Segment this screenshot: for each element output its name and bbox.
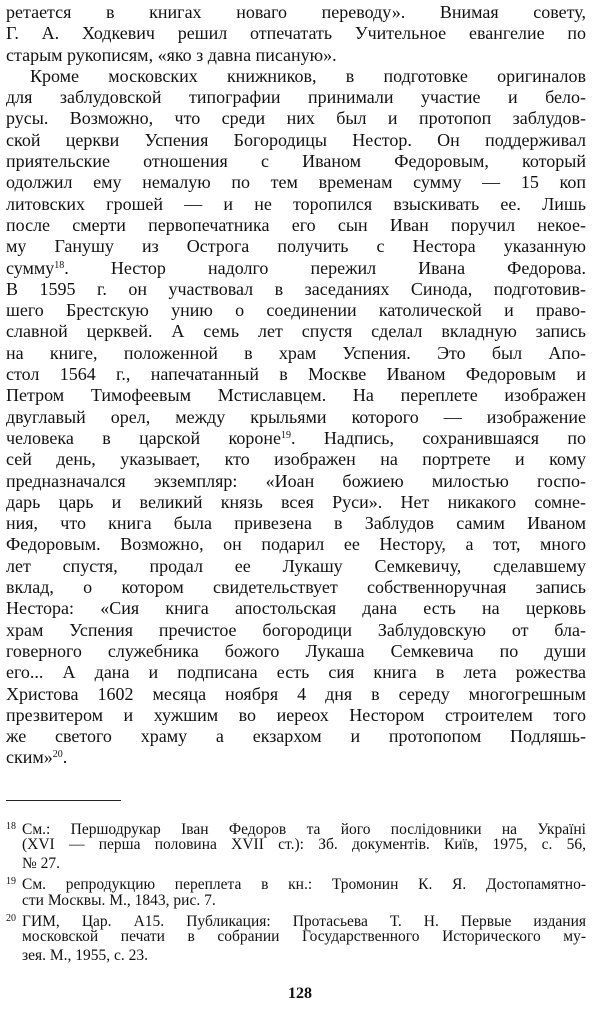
text-line: двуглавый орел, между крыльями которого — изображение [6,406,586,427]
text-line: его... А дана и подписана есть сия книга в лета рожества [6,662,586,683]
text-line: же светого храму а екзархом и протопопом Подляшь- [6,726,586,747]
footnote-divider [6,800,121,801]
text-line: Христова 1602 месяца ноября 4 дня в середу многогрешным [6,683,586,704]
text-line: В 1595 г. он участвовал в заседаниях Синода, подготовив- [6,278,586,299]
text-line: человека в царской короне$^{19}$. Надпись, сохранившаяся по [6,427,586,448]
footnote-line: московской печати в собрании Государственного Исторического му- [22,928,586,946]
text-line: ретается в книгах новаго переводу». Внимая совету, [6,2,586,22]
text-line: русы. Возможно, что среди них был и протопоп заблудов- [6,108,586,129]
footnote-line: зея. М., 1955, с. 23. [22,946,149,964]
footnote-ref: 19 [280,429,291,441]
text-line: Нестора: «Сия книга апостольская дана есть на церковь [6,598,586,619]
text-line: приятельские отношения с Иваном Федоровым, который [6,151,586,172]
footnote-line: № 27. [22,854,61,872]
text-line: вклад, о котором свидетельствует собственноручная запись [6,577,586,598]
text-line: одолжил ему немалую по тем временам сумму — 15 коп [6,172,586,193]
main-text [6,2,586,769]
text-line: стол 1564 г., напечатанный в Москве Иваном Федоровым и [6,364,586,385]
text-line: предназначался экземпляр: «Иоан божиею милостью госпо- [6,470,586,491]
footnote-line: 19 См. репродукцию переплета в кн.: Тромонин К. Я. Достопамятно- [6,873,586,891]
footnotes [6,818,586,965]
footnote-ref: 18 [54,259,65,271]
footnote-number: 19 [6,876,16,888]
text-line: Петром Тимофеевым Мстиславцем. На переплете изображен [6,385,586,406]
footnote-ref: 20 [52,749,63,761]
footnote-line: 18 См.: Першодрукар Іван Федоров та його послідовники на Україні [6,818,586,836]
footnote-line: 20 ГИМ, Цар. А15. Публикация: Протасьева Т. Н. Первые издания [6,910,586,928]
footnote-line: (XVI — перша половина XVII ст.): Зб. документів. Київ, 1975, с. 56, [22,836,586,854]
text-line: ния, что книга была привезена в Заблудов самим Иваном [6,513,586,534]
text-line: шего Брестскую унию о соединении католической и право- [6,300,586,321]
text-line: говерного служебника божого Лукаша Семкевича по души [6,640,586,661]
text-line: литовских грошей — и не торопился взыскивать ее. Лишь [6,193,586,214]
footnote-line: сти Москвы. М., 1843, рис. 7. [22,891,216,909]
text-line: ской церкви Успения Богородицы Нестор. Он поддерживал [6,129,586,150]
text-line: лет спустя, продал ее Лукашу Семкевичу, сделавшему [6,555,586,576]
text-line: на книге, положенной в храм Успения. Это был Апо- [6,342,586,363]
text-line: Г. А. Ходкевич решил отпечатать Учительное евангелие по [6,23,586,44]
text-line: храм Успения пречистое богородици Заблудовскую от бла- [6,619,586,640]
footnote-number: 18 [6,821,16,832]
text-line: после смерти первопечатника его сын Иван поручил некое- [6,214,586,235]
text-line: дарь царь и великий князь всея Руси». Нет никакого сомне- [6,491,586,512]
text-line: славной церквей. А семь лет спустя сделал вкладную запись [6,321,586,342]
text-line: сей день, указывает, кто изображен на портрете и кому [6,449,586,470]
text-line: старым рукописям, «яко з давна писаную». [6,44,337,65]
footnote-number: 20 [6,912,16,924]
text-line: для заблудовской типографии принимали участие и бело- [6,87,586,108]
text-line: Федоровым. Возможно, он подарил ее Нестору, а тот, много [6,534,586,555]
page-number: 128 [288,985,312,1002]
text-line: ским»$^{20}$. [6,747,68,768]
text-line: презвитером и хужшим во иереох Нестором строителем того [6,704,586,725]
text-line: сумму$^{18}$. Нестор надолго пережил Ивана Федорова. [6,257,586,278]
text-line: Кроме московских книжников, в подготовке оригиналов [30,65,586,86]
text-line: му Ганушу из Острога получить с Нестора указанную [6,236,586,257]
